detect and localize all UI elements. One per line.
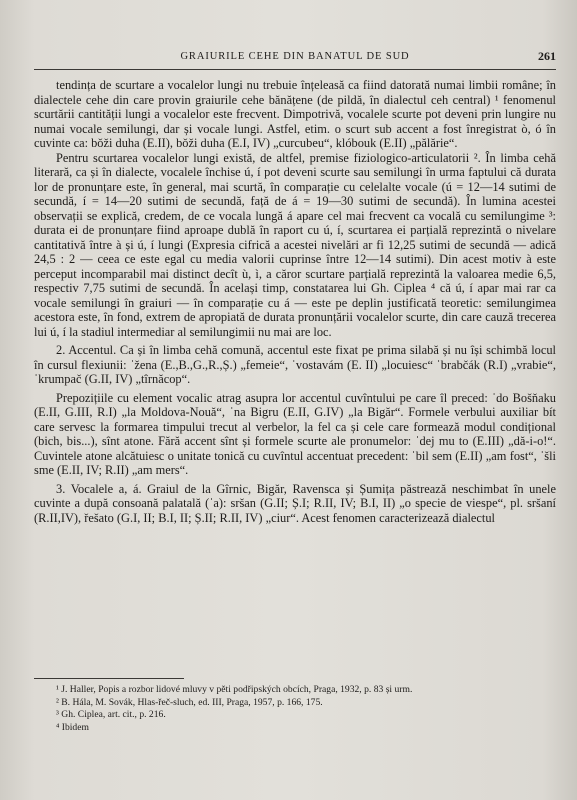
page-number: 261 (538, 49, 556, 63)
paragraph: tendința de scurtare a vocalelor lungi nu trebuie înțeleasă ca fiind datorată numai limbii române; în dialectele cehe din care provin graiurile cehe bănățene (de pildă, în dialectul ceh central) ¹ fenomenul scurtării cantității lungi a vocalelor este frecvent. Dimpotrivă, vocalele scurte pot deveni prin lungire nu numai vocale semilungi, dar și vocale lungi. Astfel, etim. o scurt sub accent a fost înregistrat ò, ó în cuvinte ca: bǒži duha (E.II), bǒži duha (E.I, IV) „curcubeu“, klóbouk (E.II) „pălărie“. (34, 78, 556, 150)
footnote-rule (34, 678, 184, 679)
paragraph: Pentru scurtarea vocalelor lungi există, de altfel, premise fiziologico-articulatorii ². În limba cehă literară, ca și în dialecte, vocalele închise ú, í pot deveni scurte sau semilungi în urma faptului că durata lor de pronunțare este, în general, mai scurtă, în comparație cu celelalte vocale (ú = 12—14 sutimi de secundă, í = 14—20 sutimi de secundă, față de á = 19—30 sutimi de secundă). În lumina acestei observații se explică, credem, de ce vocala lungă á apare cel mai frecvent ca vocală cu semilungime ³: durata ei de pronunțare fiind aproape dublă în raport cu ú, í, scurtarea ei parțială reprezintă o nivelare cantitativă între à și ú, í lungi (Expresia cifrică a acestei nivelări ar fi 12,25 sutimi de secundă — adică 24,5 : 2 — ceea ce este egal cu media valorii cuprinse între 12—14 sutimi). Din acest motiv à este perceput incomparabil mai distinct decît ù, ì, a căror scurtare parțială reprezintă la valoarea medie 6,5, respectiv 7,75 sutimi de secundă. În același timp, constatarea lui Gh. Ciplea ⁴ că ú, í apar mai rar ca vocale semilungi în graiuri — în comparație cu á — este pe deplin justificată teoretic: semilungimea acestora este, în fond, extrem de apropiată de durata pronunțării vocalelor scurte, din care cauză trecerea lui ú, í la stadiul intermediar al semilungimii nu mai are loc. (34, 150, 556, 339)
header-rule (34, 69, 556, 70)
footnote: ² B. Hála, M. Sovák, Hlas-řeč-sluch, ed. III, Praga, 1957, p. 166, 175. (56, 696, 323, 708)
paragraph: 3. Vocalele a, á. Graiul de la Gîrnic, Bigăr, Ravensca și Șumița păstrează neschimbat în unele cuvinte a după consoană palatală (ˈa): sršan (G.II; Ș.I; R.II, IV; B.I, II) „o specie de viespe“, pl. sršaní (R.II,IV), řešato (G.I, II; B.I, II; Ș.II; R.II, IV) „ciur“. Acest fenomen caracterizează dialectul (34, 481, 556, 525)
paragraph: Prepozițiile cu element vocalic atrag asupra lor accentul cuvîntului pe care îl preced: ˈdo Bošňaku (E.II, G.III, R.I) „la Moldova-Nouă“, ˈna Bigru (E.II, G.IV) „la Bigăr“. Formele verbului auxiliar bít care servesc la formarea timpului trecut al verbelor, la fel ca și cele care formează modul condițional (bich, bis...), sînt atone. Fără accent sînt și formele scurte ale pronumelor: ˈdej mu to (E.III) „dă-i-o!“. Cuvintele atone alcătuiesc o unitate tonică cu cuvîntul accentuat precedent: ˈbil sem (E.II) „am fost“, ˈšli sme (E.II, IV; R.II) „am mers“. (34, 390, 556, 477)
footnote: ¹ J. Haller, Popis a rozbor lidové mluvy v pěti podřipských obcích, Praga, 1932, p. 83 și urm. (56, 684, 413, 695)
footnotes (34, 678, 556, 734)
footnote: ⁴ Ibidem (56, 721, 89, 733)
paragraph: 2. Accentul. Ca și în limba cehă comună, accentul este fixat pe prima silabă și nu își schimbă locul în cursul flexiunii: ˈžena (E.,B.,G.,R.,Ș.) „femeie“, ˈvostavám (E. II) „locuiesc“ ˈbrabčák (R.I) „vrabie“, ˈkrumpač (G.II, IV) „tîrnăcop“. (34, 343, 556, 386)
body-text (34, 78, 556, 525)
footnote: ³ Gh. Ciplea, art. cit., p. 216. (56, 709, 166, 720)
page-header (34, 49, 556, 69)
running-title: GRAIURILE CEHE DIN BANATUL DE SUD (180, 51, 410, 62)
